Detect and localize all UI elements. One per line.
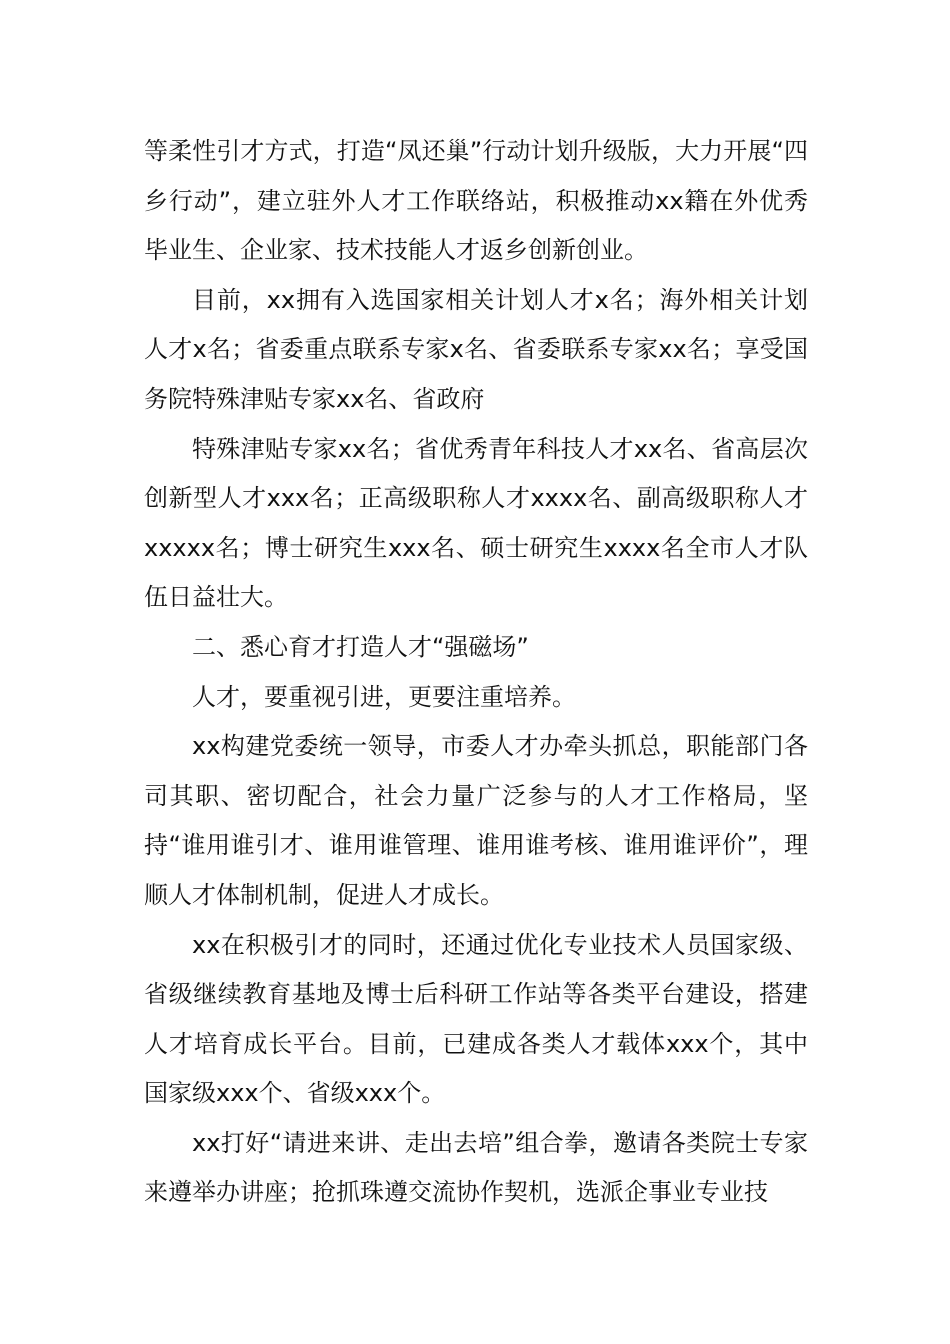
paragraph-6: xx构建党委统一领导，市委人才办牵头抓总，职能部门各司其职、密切配合，社会力量广泛参与的人才工作格局，坚持“谁用谁引才、谁用谁管理、谁用谁考核、谁用谁评价”，理顺人才体制机制，促进人才成长。 (144, 732, 808, 909)
document-body (144, 127, 808, 1218)
paragraph-3: 特殊津贴专家xx名；省优秀青年科技人才xx名、省高层次创新型人才xxx名；正高级职称人才xxxx名、副高级职称人才xxxxx名；博士研究生xxx名、硕士研究生xxxx名全市人才队伍日益壮大。 (144, 434, 808, 612)
section-heading: 二、悉心育才打造人才“强磁场” (192, 632, 529, 661)
paragraph-1: 等柔性引才方式，打造“凤还巢”行动计划升级版，大力开展“四乡行动”，建立驻外人才工作联络站，积极推动xx籍在外优秀毕业生、企业家、技术技能人才返乡创新创业。 (144, 137, 808, 265)
paragraph-2: 目前，xx拥有入选国家相关计划人才x名；海外相关计划人才x名；省委重点联系专家x名、省委联系专家xx名；享受国务院特殊津贴专家xx名、省政府 (144, 285, 808, 413)
paragraph-7: xx在积极引才的同时，还通过优化专业技术人员国家级、省级继续教育基地及博士后科研工作站等各类平台建设，搭建人才培育成长平台。目前，已建成各类人才载体xxx个，其中国家级xxx个、省级xxx个。 (144, 930, 808, 1108)
paragraph-5: 人才，要重视引进，更要注重培养。 (192, 682, 576, 711)
paragraph-8: xx打好“请进来讲、走出去培”组合拳，邀请各类院士专家来遵举办讲座；抢抓珠遵交流协作契机，选派企事业专业技 (144, 1128, 808, 1207)
